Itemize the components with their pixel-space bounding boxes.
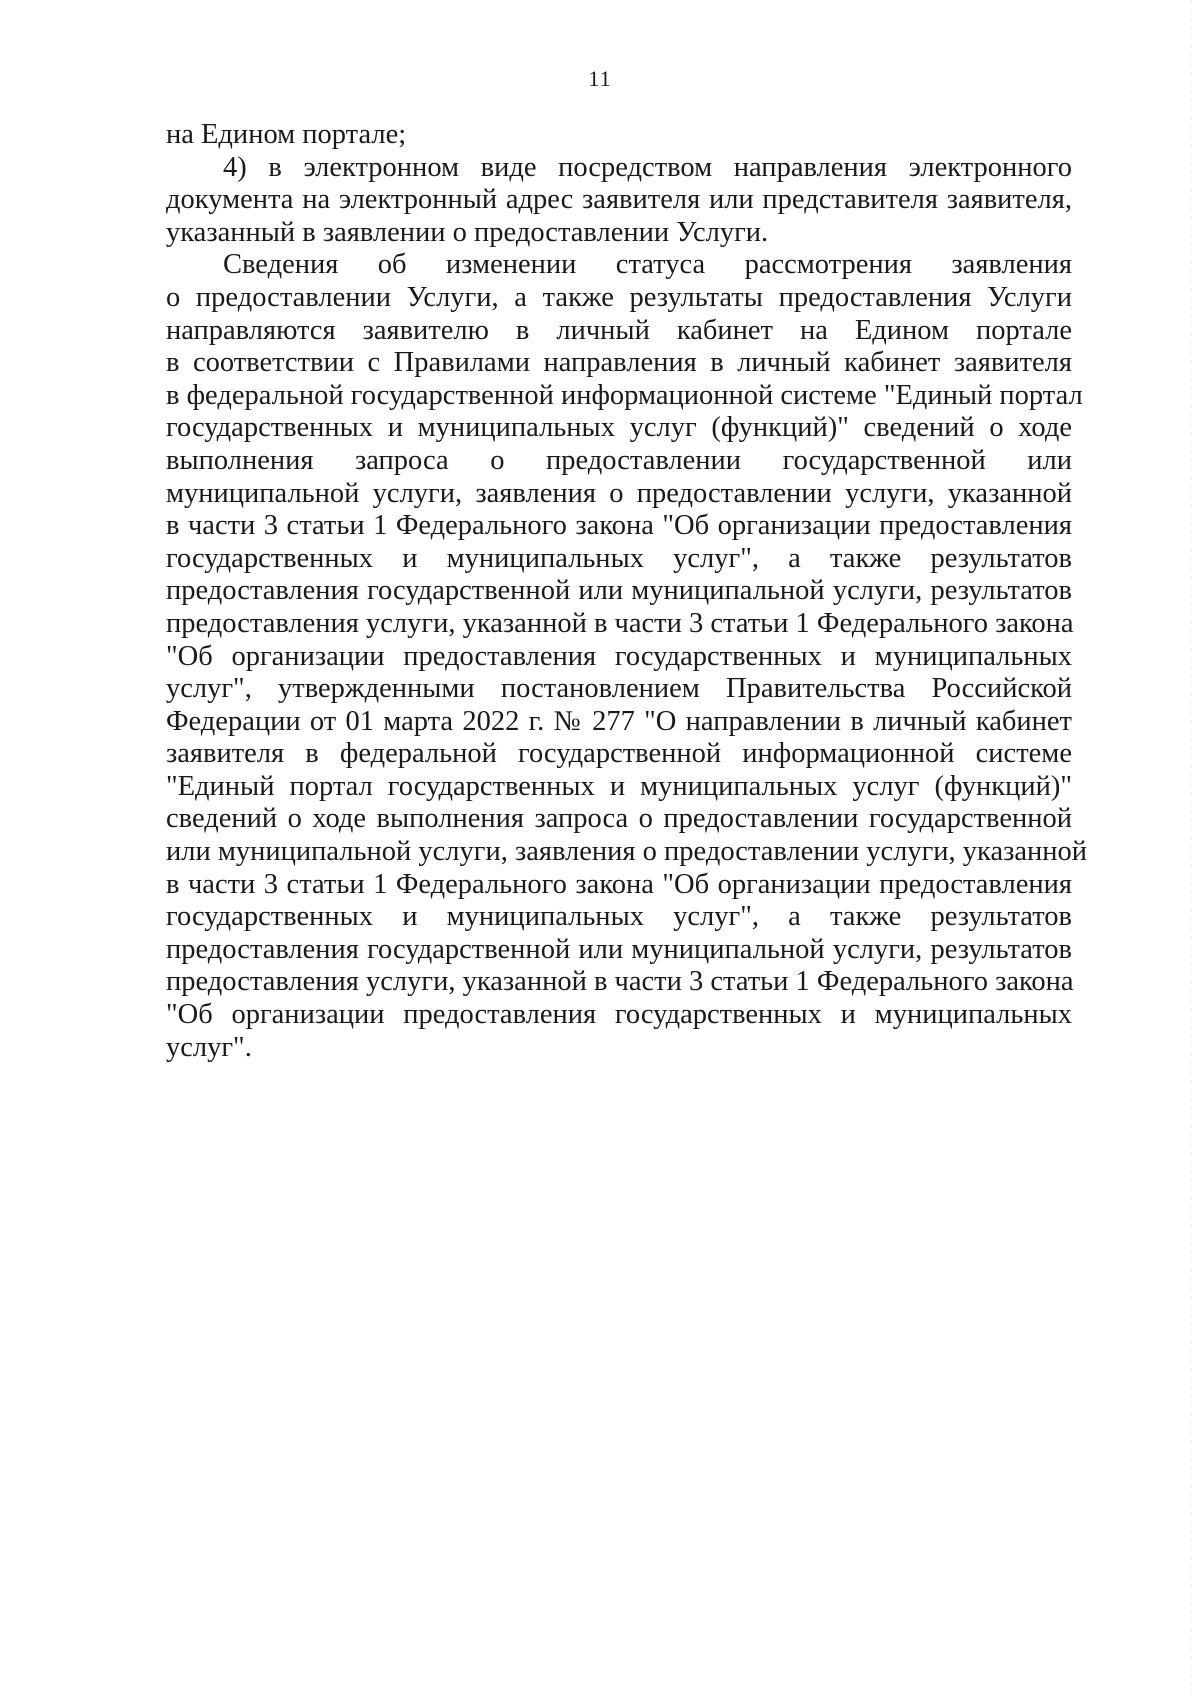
text-line: Сведения об изменении статуса рассмотрения заявления (223, 249, 1072, 281)
page-number: 11 (588, 66, 612, 91)
text-line: предоставления государственной или муниципальной услуги, результатов (166, 575, 1072, 607)
text-line: государственных и муниципальных услуг", а также результатов (166, 542, 1072, 574)
text-line: указанный в заявлении о предоставлении Услуги. (166, 216, 769, 248)
text-line: "Об организации предоставления государственных и муниципальных (166, 999, 1072, 1031)
scan-edge-artifact (1191, 0, 1192, 1697)
text-line: в соответствии с Правилами направления в личный кабинет заявителя (166, 347, 1072, 379)
text-line: предоставления государственной или муниципальной услуги, результатов (166, 933, 1072, 965)
text-line: в федеральной государственной информационной системе "Единый портал (166, 379, 1083, 411)
document-body (166, 119, 1088, 1064)
text-line: государственных и муниципальных услуг (функций)" сведений о ходе (166, 412, 1072, 444)
text-line: сведений о ходе выполнения запроса о предоставлении государственной (166, 803, 1072, 835)
text-line: "Единый портал государственных и муниципальных услуг (функций)" (166, 770, 1072, 802)
text-line: предоставления услуги, указанной в части 3 статьи 1 Федерального закона (166, 607, 1074, 639)
text-line: услуг". (166, 1031, 252, 1063)
text-line: документа на электронный адрес заявителя или представителя заявителя, (166, 184, 1072, 216)
text-line: государственных и муниципальных услуг", а также результатов (166, 901, 1072, 933)
text-line: Федерации от 01 марта 2022 г. № 277 "О направлении в личный кабинет (166, 705, 1072, 737)
text-line: заявителя в федеральной государственной информационной системе (166, 738, 1072, 770)
text-line: выполнения запроса о предоставлении государственной или (166, 444, 1072, 476)
text-line: или муниципальной услуги, заявления о предоставлении услуги, указанной (166, 836, 1088, 868)
text-line: о предоставлении Услуги, а также результаты предоставления Услуги (166, 281, 1072, 313)
text-line: услуг", утвержденными постановлением Правительства Российской (166, 673, 1072, 705)
text-line: в части 3 статьи 1 Федерального закона "Об организации предоставления (166, 510, 1072, 542)
text-line: предоставления услуги, указанной в части 3 статьи 1 Федерального закона (166, 966, 1074, 998)
text-line: на Едином портале; (166, 119, 407, 150)
paragraph-3 (166, 249, 1088, 1064)
paragraph-2 (166, 152, 1072, 250)
paragraph-1 (166, 119, 1072, 152)
text-line: 4) в электронном виде посредством направления электронного (223, 151, 1072, 183)
text-line: "Об организации предоставления государственных и муниципальных (166, 640, 1072, 672)
text-line: в части 3 статьи 1 Федерального закона "Об организации предоставления (166, 868, 1072, 900)
text-line: направляются заявителю в личный кабинет на Едином портале (166, 314, 1072, 346)
text-line: муниципальной услуги, заявления о предоставлении услуги, указанной (166, 477, 1072, 509)
